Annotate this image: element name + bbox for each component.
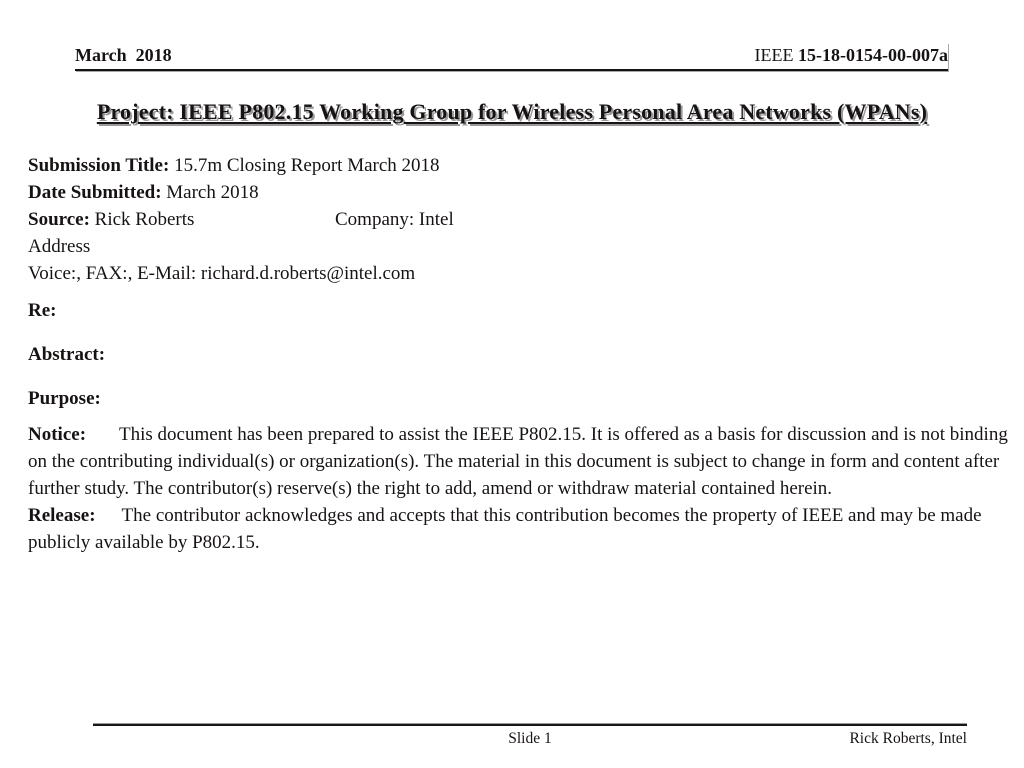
source-value: Rick Roberts [94, 209, 195, 230]
submission-title-value: 15.7m Closing Report March 2018 [174, 155, 440, 176]
purpose-label: Purpose: [28, 388, 101, 409]
notice-text: This document has been prepared to assist the IEEE P802.15. It is offered as a basis for discussion and is not binding on the contributing individual(s) or organization(s). The material in this document is subject to change in form and content after further study. The contributor(s) reserve(s) the right to add, amend or withdraw material contained herein. [28, 424, 1008, 499]
contact-line: Voice:, FAX:, E-Mail: richard.d.roberts@intel.com [28, 263, 416, 284]
footer-row [93, 728, 967, 752]
date-submitted-value: March 2018 [166, 182, 259, 203]
abstract-label: Abstract: [28, 344, 106, 365]
address-line: Address [28, 236, 91, 257]
slide-body [28, 152, 1015, 556]
submission-title-line [28, 152, 1015, 179]
header-doc-number: 15-18-0154-00-007a [798, 45, 948, 65]
date-submitted-label: Date Submitted: [28, 182, 162, 203]
release-label: Release: [28, 505, 96, 526]
release-paragraph [28, 502, 1015, 556]
date-submitted-line [28, 179, 1015, 206]
company-value: Company: Intel [335, 209, 454, 230]
slide-header [75, 43, 948, 71]
slide-footer [93, 724, 967, 752]
header-doc-id [755, 43, 948, 67]
release-text: The contributor acknowledges and accepts that this contribution becomes the property of IEEE and may be made publicly available by P802.15. [28, 505, 982, 553]
title-row [0, 99, 1024, 125]
footer-rule [93, 724, 967, 726]
submission-title-label: Submission Title: [28, 155, 170, 176]
notice-label: Notice: [28, 424, 87, 445]
header-date: March 2018 [75, 45, 172, 65]
re-label: Re: [28, 300, 57, 321]
header-doc-prefix: IEEE [754, 45, 799, 65]
slide-number: Slide 1 [508, 730, 552, 747]
page-title: Project: IEEE P802.15 Working Group for Wireless Personal Area Networks (WPANs) [96, 99, 928, 124]
footer-author: Rick Roberts, Intel [849, 730, 967, 747]
source-line [28, 206, 1015, 233]
notice-paragraph [28, 421, 1015, 502]
source-label: Source: [28, 209, 90, 230]
